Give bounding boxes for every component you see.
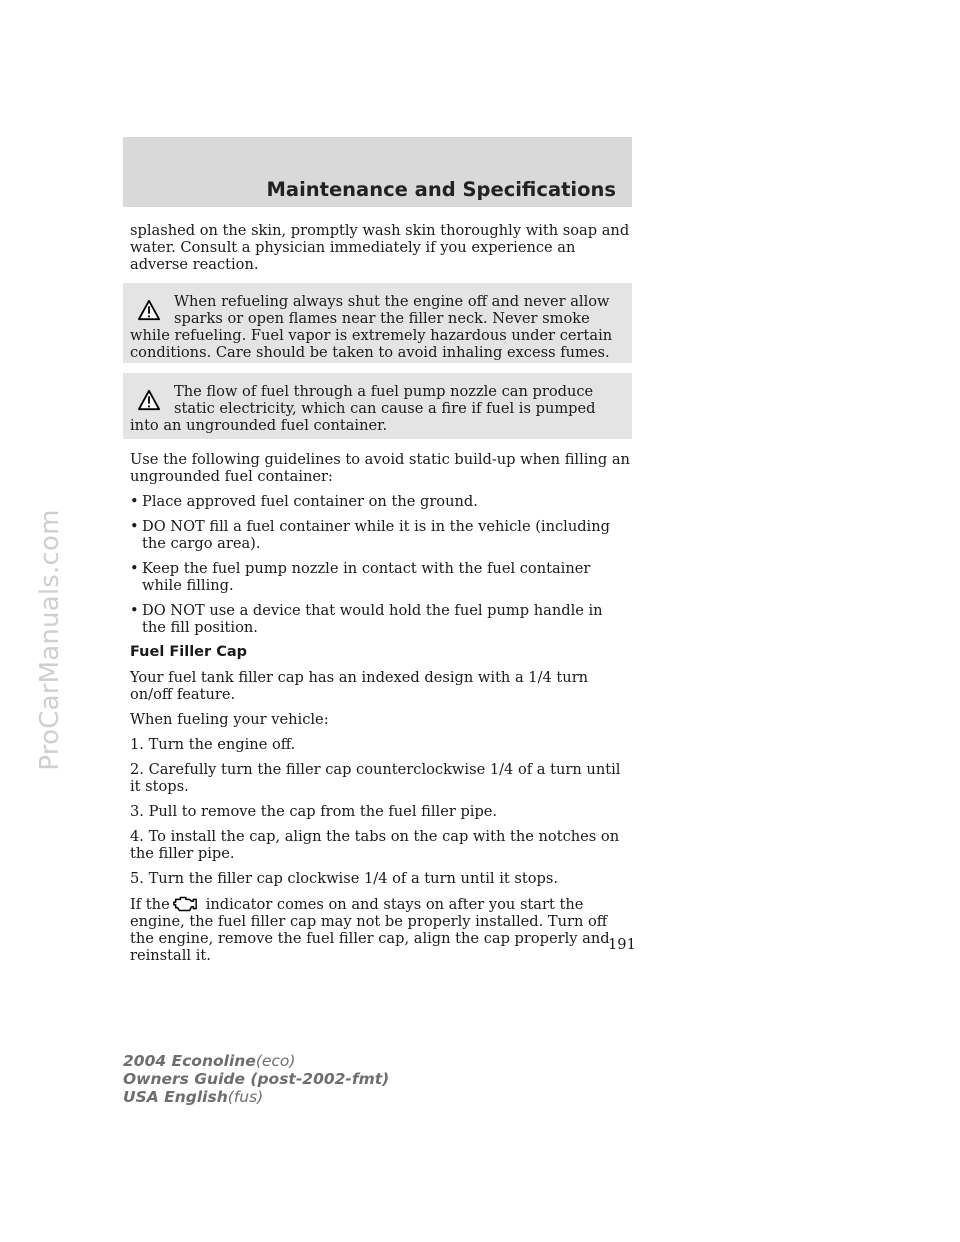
header-band <box>123 137 632 207</box>
step-4: 4. To install the cap, align the tabs on the cap with the notches on the filler pipe. <box>130 828 620 862</box>
step-3: 3. Pull to remove the cap from the fuel filler pipe. <box>130 803 498 820</box>
warning-box-static <box>123 373 632 439</box>
bullet-icon: • <box>130 518 139 535</box>
check-engine-icon <box>172 895 198 913</box>
intro-paragraph: splashed on the skin, promptly wash skin thoroughly with soap and water. Consult a physician immediately if you experience an adverse reaction. <box>130 222 630 273</box>
bullet-icon: • <box>130 602 139 619</box>
step-2: 2. Carefully turn the filler cap counterclockwise 1/4 of a turn until it stops. <box>130 761 621 795</box>
list-item: • Place approved fuel container on the ground. <box>130 493 478 510</box>
warning-triangle-icon <box>138 389 160 411</box>
guidelines-list <box>130 493 630 636</box>
step-5: 5. Turn the filler cap clockwise 1/4 of a turn until it stops. <box>130 870 558 887</box>
cap-description: Your fuel tank filler cap has an indexed design with a 1/4 turn on/off feature. <box>130 669 589 703</box>
footer-line-1: 2004 Econoline(eco) <box>123 1052 296 1070</box>
page-content <box>130 222 630 972</box>
section-title: Maintenance and Specifications <box>266 178 616 201</box>
warning-triangle-icon <box>138 299 160 321</box>
list-item: • DO NOT use a device that would hold the fuel pump handle in the fill position. <box>130 602 603 636</box>
footer-line-2: Owners Guide (post-2002-fmt) <box>123 1070 390 1088</box>
footer <box>123 1052 389 1106</box>
warning-box-refueling <box>123 283 632 363</box>
list-item: • Keep the fuel pump nozzle in contact with the fuel container while filling. <box>130 560 591 594</box>
watermark: ProCarManuals.com <box>35 509 65 771</box>
footer-line-3: USA English(fus) <box>123 1088 264 1106</box>
bullet-icon: • <box>130 493 139 510</box>
step-1: 1. Turn the engine off. <box>130 736 296 753</box>
list-item: • DO NOT fill a fuel container while it is in the vehicle (including the cargo area). <box>130 518 610 552</box>
warning-text-static: The flow of fuel through a fuel pump nozzle can produce static electricity, which can cause a fire if fuel is pumped into an ungrounded fuel container. <box>130 383 596 434</box>
warning-text-refueling: When refueling always shut the engine off and never allow sparks or open flames near the filler neck. Never smoke while refueling. Fuel vapor is extremely hazardous under certain conditions. Care should be taken to avoid inhaling excess fumes. <box>130 293 613 361</box>
indicator-paragraph: If the indicator comes on and stays on after you start the engine, the fuel filler cap may not be properly installed. Turn off the engine, remove the fuel filler cap, align the cap properly and reinstall it. <box>130 896 610 964</box>
subheading-fuel-filler-cap: Fuel Filler Cap <box>130 644 248 660</box>
guidelines-intro: Use the following guidelines to avoid static build-up when filling an ungrounded fuel container: <box>130 451 630 485</box>
page-number: 191 <box>608 936 636 953</box>
bullet-icon: • <box>130 560 139 577</box>
when-fueling: When fueling your vehicle: <box>130 711 329 728</box>
